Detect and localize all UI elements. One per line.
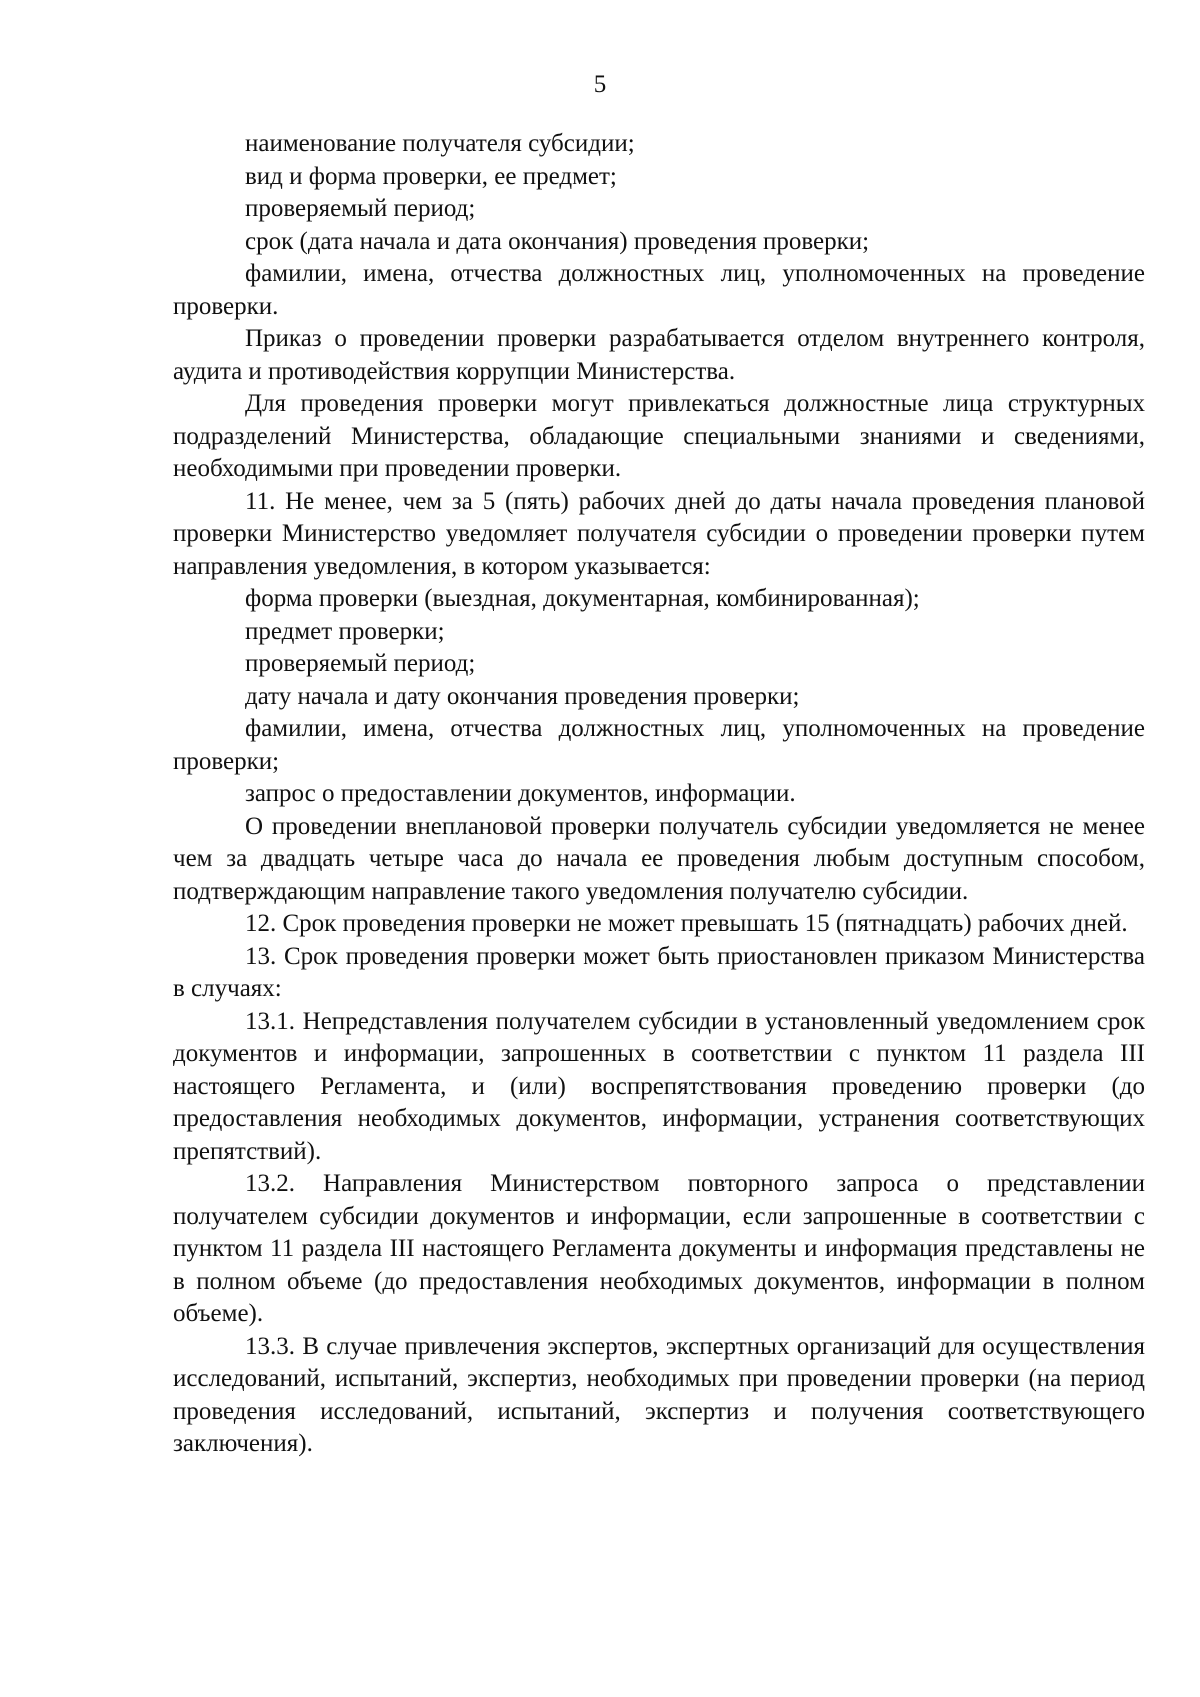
paragraph: О проведении внеплановой проверки получатель субсидии уведомляется не менее чем за двадцать четыре часа до начала ее проведения любым доступным способом, подтверждающим направление такого уведомления получателю субсидии. [173,812,1145,905]
paragraph: проверяемый период; [245,650,476,677]
paragraph: наименование получателя субсидии; [245,130,635,157]
paragraph: 11. Не менее, чем за 5 (пять) рабочих дней до даты начала проведения плановой проверки Министерство уведомляет получателя субсидии о проведении проверки путем направления уведомления, в котором указывается: [173,487,1145,580]
page-number: 5 [593,71,607,98]
paragraph: форма проверки (выездная, документарная, комбинированная); [245,585,920,612]
paragraph: запрос о предоставлении документов, информации. [245,780,796,807]
paragraph: проверяемый период; [245,195,476,222]
paragraph: фамилии, имена, отчества должностных лиц, уполномоченных на проведение проверки. [173,260,1145,320]
paragraph: 13.2. Направления Министерством повторного запроса о представлении получателем субсидии документов и информации, если запрошенные в соответствии с пунктом 11 раздела III настоящего Регламента документы и информация представлены не в полном объеме (до предоставления необходимых документов, информации в полном объеме). [173,1170,1145,1327]
paragraph: 13.1. Непредставления получателем субсидии в установленный уведомлением срок документов и информации, запрошенных в соответствии с пунктом 11 раздела III настоящего Регламента, и (или) воспрепятствования проведению проверки (до предоставления необходимых документов, информации, устранения соответствующих препятствий). [173,1007,1145,1165]
paragraph: 13. Срок проведения проверки может быть приостановлен приказом Министерства в случаях: [173,942,1145,1002]
paragraph: дату начала и дату окончания проведения проверки; [245,682,800,710]
paragraph: 13.3. В случае привлечения экспертов, экспертных организаций для осуществления исследований, испытаний, экспертиз, необходимых при проведении проверки (на период проведения исследований, испытаний, экспертиз и получения соответствующего заключения). [173,1332,1145,1457]
paragraph: Приказ о проведении проверки разрабатывается отделом внутреннего контроля, аудита и противодействия коррупции Министерства. [173,325,1145,385]
paragraph: вид и форма проверки, ее предмет; [245,162,617,190]
paragraph: 12. Срок проведения проверки не может превышать 15 (пятнадцать) рабочих дней. [245,910,1128,937]
paragraph: срок (дата начала и дата окончания) проведения проверки; [245,227,870,255]
paragraph: фамилии, имена, отчества должностных лиц, уполномоченных на проведение проверки; [173,715,1145,775]
paragraph: Для проведения проверки могут привлекаться должностные лица структурных подразделений Министерства, обладающие специальными знаниями и сведениями, необходимыми при проведении проверки. [173,390,1145,482]
paragraph: предмет проверки; [245,617,445,645]
document-body [173,128,1145,1461]
